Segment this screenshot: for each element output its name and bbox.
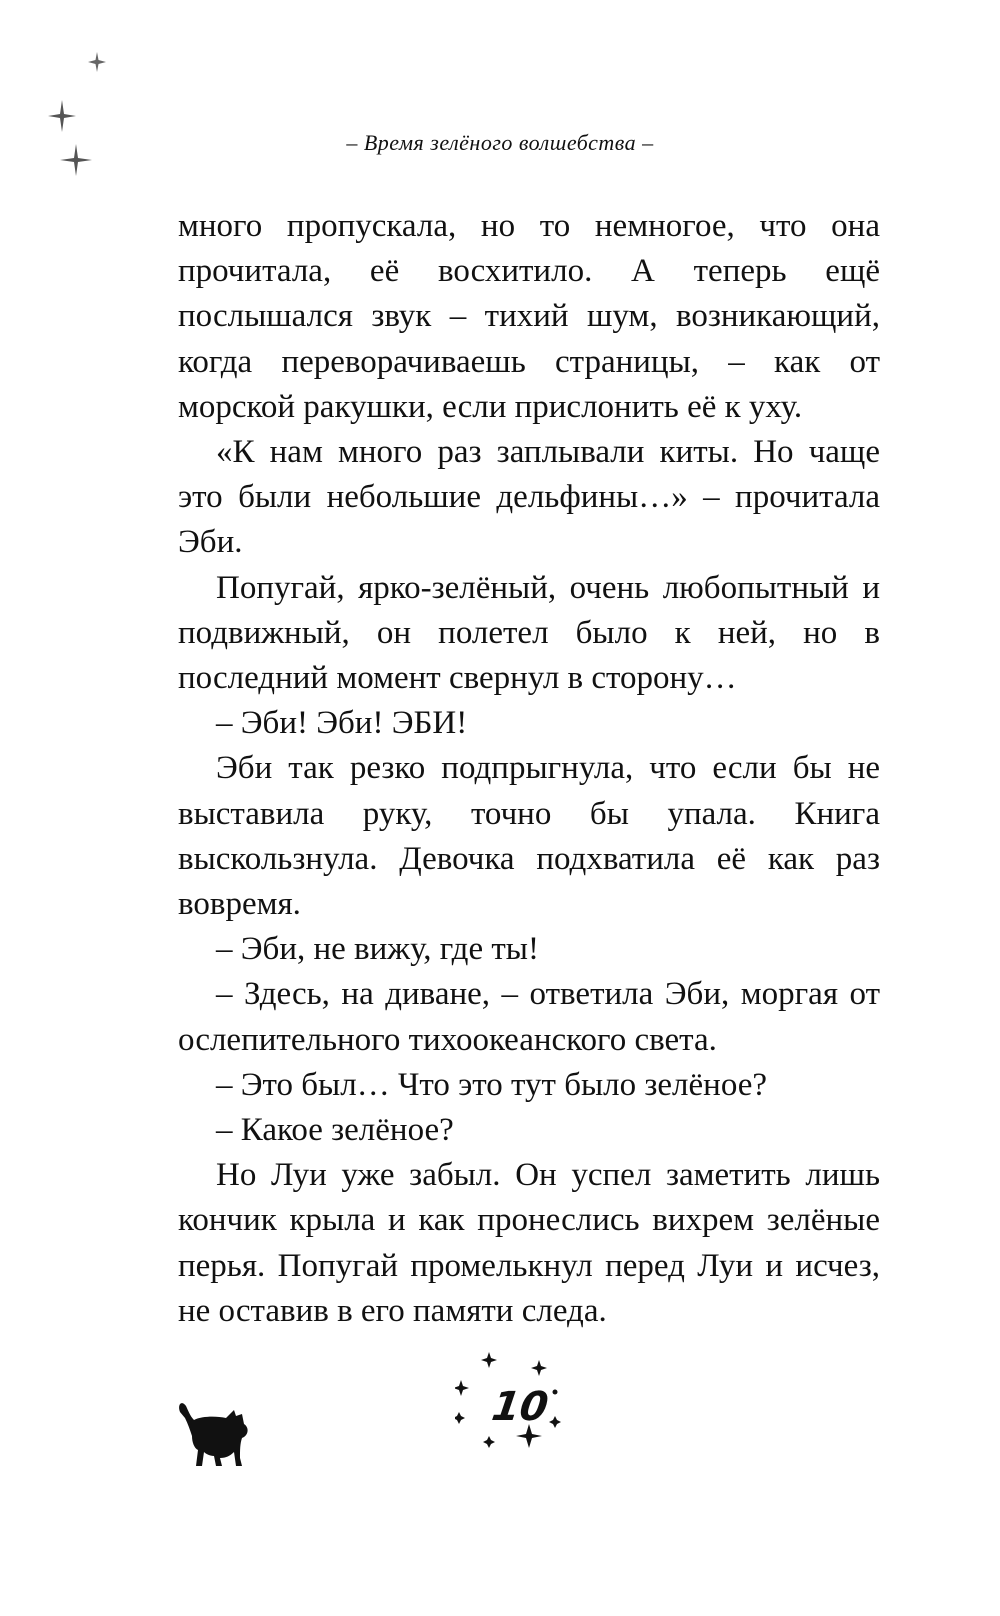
- paragraph: – Эби! Эби! ЭБИ!: [216, 705, 468, 742]
- paragraph: Эби так резко подпрыгнула, что если бы не выставила руку, точно бы упала. Книга выскользнула. Девочка подхватила её как раз вовремя.: [178, 750, 880, 923]
- cat-silhouette-icon: [176, 1390, 256, 1470]
- paragraph: много пропускала, но то немногое, что она прочитала, её восхитило. А теперь ещё послышался звук – тихий шум, возникающий, когда переворачиваешь страницы, – как от морской ракушки, если прислонить её к уху.: [178, 208, 880, 425]
- sparkle-star-icon: [88, 52, 106, 72]
- paragraph: – Это был… Что это тут было зелёное?: [216, 1066, 768, 1103]
- paragraph: – Здесь, на диване, – ответила Эби, моргая от ослепительного тихоокеанского света.: [178, 976, 880, 1058]
- running-title: – Время зелёного волшебства –: [346, 130, 654, 155]
- falling-stars-decoration: [40, 0, 130, 200]
- paragraph: – Какое зелёное?: [216, 1112, 454, 1149]
- page-number: 10: [488, 1384, 552, 1430]
- paragraph: «К нам много раз заплывали киты. Но чаще это были небольшие дельфины…» – прочитала Эби.: [178, 434, 880, 561]
- paragraph: – Эби, не вижу, где ты!: [216, 931, 539, 968]
- paragraph: Но Луи уже забыл. Он успел заметить лишь кончик крыла и как пронеслись вихрем зелёные перья. Попугай промелькнул перед Луи и исчез, не оставив в его памяти следа.: [178, 1157, 880, 1329]
- sparkle-star-icon: [48, 100, 76, 132]
- page-number-badge: [455, 1350, 585, 1480]
- paragraph: Попугай, ярко-зелёный, очень любопытный и подвижный, он полетел было к ней, но в последний момент свернул в сторону…: [178, 569, 880, 697]
- body-text: [178, 204, 880, 1334]
